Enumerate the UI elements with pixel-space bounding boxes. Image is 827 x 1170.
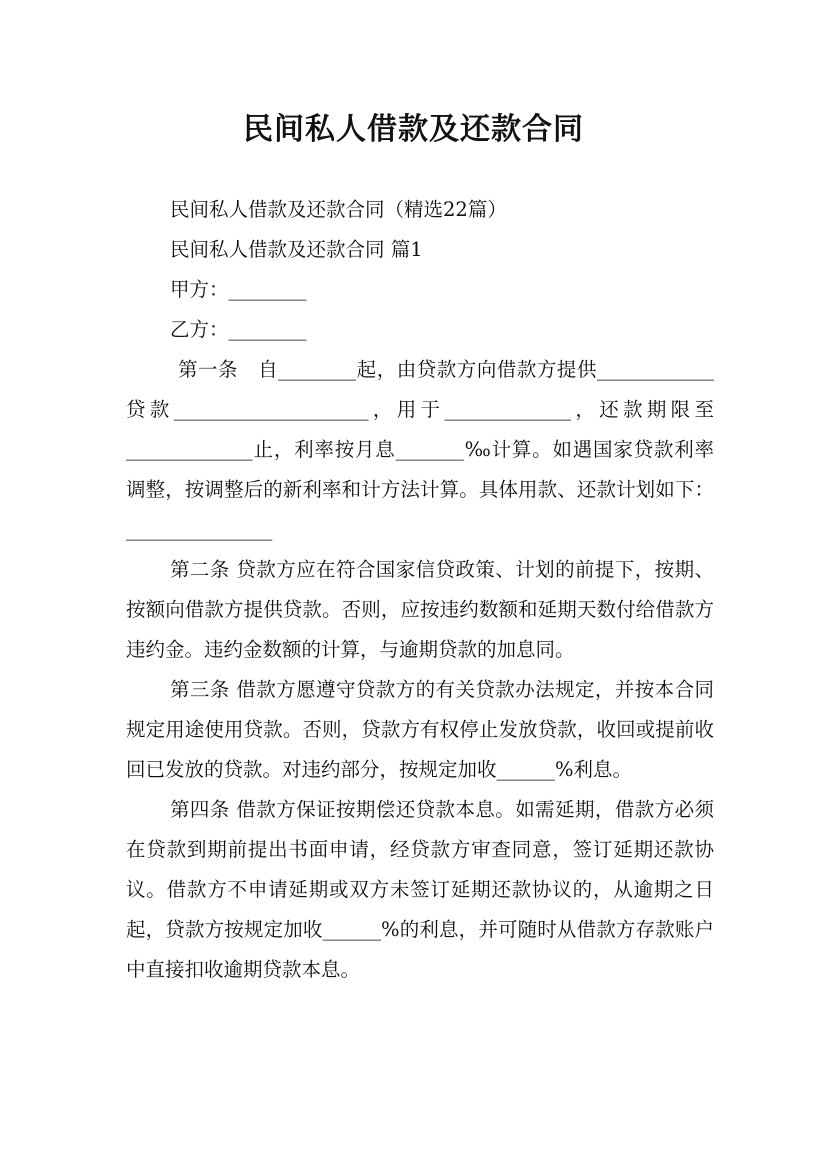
subtitle: 民间私人借款及还款合同（精选22篇） bbox=[170, 198, 507, 221]
clause-4: 第四条 借款方保证按期偿还贷款本息。如需延期，借款方必须在贷款到期前提出书面申请，经贷款方审查同意，签订延期还款协议。借款方不申请延期或双方未签订延期还款协议的，从逾期之日起，贷款方按规定加收______%的利息，并可随时从借款方存款账户中直接扣收逾期贷款本息。 bbox=[126, 798, 714, 981]
section-heading: 民间私人借款及还款合同 篇1 bbox=[170, 238, 423, 261]
party-b: 乙方：________ bbox=[170, 318, 307, 341]
clause-2: 第二条 贷款方应在符合国家信贷政策、计划的前提下，按期、按额向借款方提供贷款。否则，应按违约数额和延期天数付给借款方违约金。违约金数额的计算，与逾期贷款的加息同。 bbox=[126, 558, 714, 661]
clause-3: 第三条 借款方愿遵守贷款方的有关贷款办法规定，并按本合同规定用途使用贷款。否则，贷款方有权停止发放贷款，收回或提前收回已发放的贷款。对违约部分，按规定加收______%利息。 bbox=[126, 678, 714, 781]
document-body bbox=[126, 190, 714, 990]
clause-1: 第一条 自________起，由贷款方向借款方提供____________贷款____________________，用于_____________，还款期限至_____________止，利率按月息_______‰计算。如遇国家贷款利率调整，按调整后的新利率和计方法计算。具体用款、还款计划如下：_______________ bbox=[126, 358, 714, 541]
document-title: 民间私人借款及还款合同 bbox=[243, 112, 584, 147]
party-a: 甲方：________ bbox=[170, 278, 307, 301]
